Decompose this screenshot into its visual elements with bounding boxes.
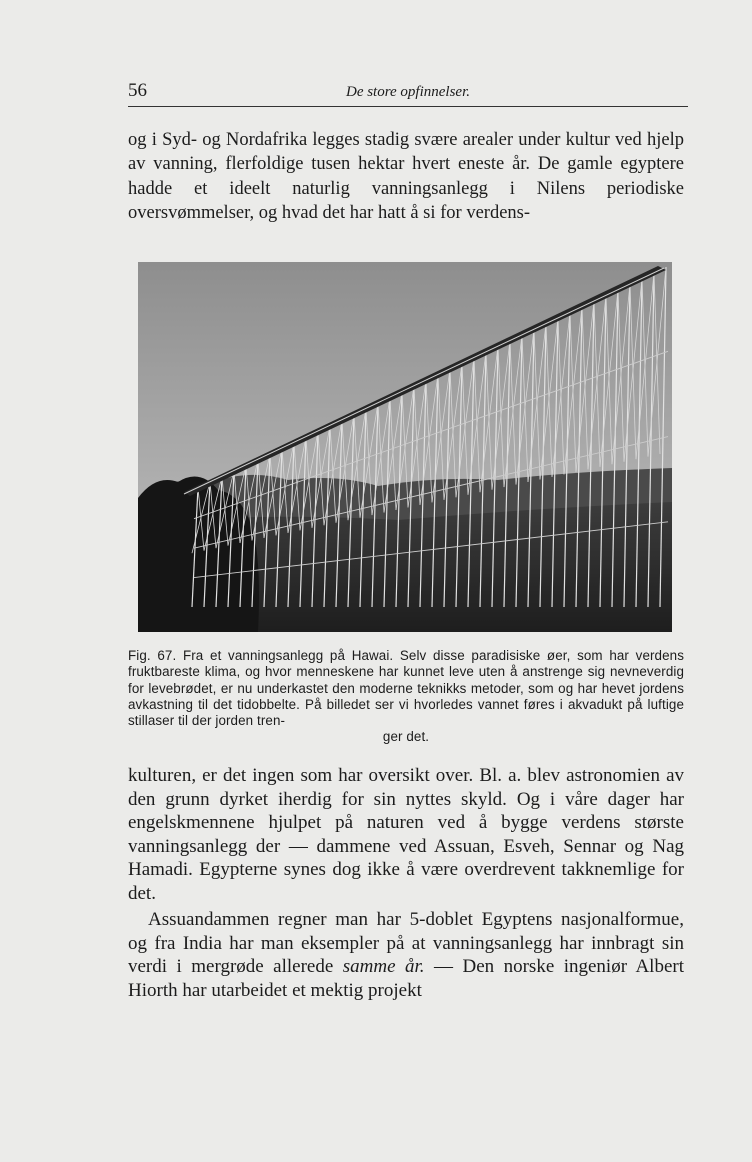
figure-caption: [128, 648, 684, 746]
caption-text: Fig. 67. Fra et vanningsanlegg på Hawai. Selv disse paradisiske øer, som har verdens fruktbareste klima, og hvor menneskene har kunnet leve uten å anstrenge sig nevneverdig for levebrødet, er nu underkastet den moderne teknikks metoder, som og har hevet jordens avkastning til det tidobbelte. På billedet ser vi hvorledes vannet føres i akvadukt på luftige stillaser til der jorden tren-: [128, 648, 684, 729]
paragraph-2: kulturen, er det ingen som har oversikt over. Bl. a. blev astronomien av den grunn dyrket iherdig for sin nyttes skyld. Og i våre dager har engelskmennene hjulpet på naturen ved å bygge verdens største vanningsanlegg der — dammene ved Assuan, Esveh, Sennar og Nag Hamadi. Egypterne synes dog ikke å være overdrevent takknemlige for det.: [128, 765, 684, 904]
caption-tail: ger det.: [382, 729, 430, 745]
paragraph-3-italic: samme år.: [342, 956, 425, 977]
paragraph-3: [128, 908, 684, 1002]
header-rule: [128, 106, 688, 107]
aqueduct-photograph: [138, 262, 672, 632]
paragraph-3-start: Assuandammen regner man har 5-doblet Egyptens nasjonalformue, og fra India har man eksempler på at vanningsanlegg har innbragt sin verdi i mergrøde allerede: [128, 909, 684, 977]
paragraph-3-end: — Den norske ingeniør Albert Hiorth har utarbeidet et mektig projekt: [128, 956, 684, 1001]
running-title: De store opfinnelser.: [345, 84, 470, 100]
paragraph-1: og i Syd- og Nordafrika legges stadig svære arealer under kultur ved hjelp av vanning, flerfoldige tusen hektar hvert eneste år. De gamle egyptere hadde et ideelt naturlig vanningsanlegg i Nilens periodiske oversvømmelser, og hvad det har hatt å si for verdens-: [128, 130, 684, 224]
page-number: 56: [128, 80, 147, 101]
page-header: [128, 80, 688, 106]
